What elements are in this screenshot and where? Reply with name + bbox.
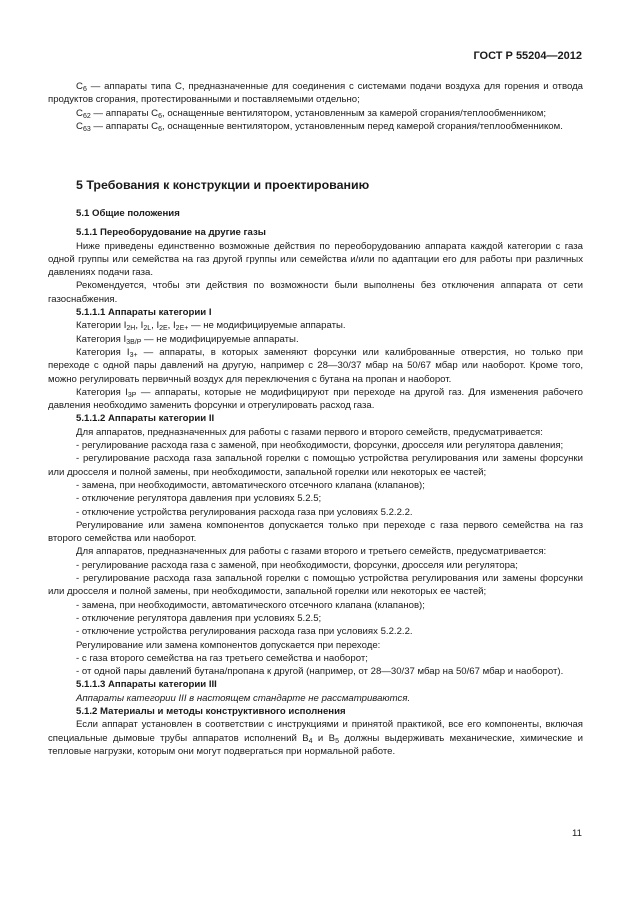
list-item: - от одной пары давлений бутана/пропана к другой (например, от 28—30/37 мбар на 50/67 мбар и наоборот). (76, 666, 564, 678)
list-item: - отключение устройства регулирования расхода газа при условиях 5.2.2.2. (76, 506, 413, 518)
list-item: - отключение устройства регулирования расхода газа при условиях 5.2.2.2. (76, 626, 413, 638)
paragraph: Регулирование или замена компонентов допускается только при переходе с газа первого семейства на газ второго семейства или наоборот. (48, 519, 583, 545)
intro-block (48, 80, 583, 133)
paragraph: Регулирование или замена компонентов допускается при переходе: (76, 639, 381, 651)
paragraph-c63: $C_{63}$ — аппараты $C_6$, оснащенные вентилятором, установленным перед камерой сгорания/теплообменником. (76, 120, 563, 133)
list-item: - отключение регулятора давления при условиях 5.2.5; (76, 612, 322, 624)
document-header: ГОСТ Р 55204—2012 (473, 50, 582, 62)
subsection-heading: 5.1.1.1 Аппараты категории I (76, 307, 212, 319)
paragraph-c6: $C_6$ — аппараты типа С, предназначенные для соединения с системами подачи воздуха для горения и отвода продуктов сгорания, протестированными и поставляемыми отдельно; (48, 81, 583, 106)
paragraph: Аппараты категории III в настоящем стандарте не рассматриваются. (76, 692, 411, 704)
paragraph: Ниже приведены единственно возможные действия по переоборудованию аппарата каждой категории с газа одной группы или семейства на газ другой группы или семейства и/или по адаптации его для работы при различных давлениях подачи газа. (48, 240, 583, 279)
paragraph: Категории $I_{2H}$, $I_{2L}$, $I_{2E}$, $I_{2E+}$ — не модифицируемые аппараты. (76, 320, 346, 333)
section-5-heading-block (76, 178, 583, 193)
list-item: - отключение регулятора давления при условиях 5.2.5; (76, 493, 322, 505)
list-item: - регулирование расхода газа с заменой, при необходимости, форсунки, дросселя или регулятора давления; (76, 440, 564, 452)
list-item: - замена, при необходимости, автоматического отсечного клапана (клапанов); (76, 599, 425, 611)
paragraph: Для аппаратов, предназначенных для работы с газами второго и третьего семейств, предусматривается: (76, 546, 547, 558)
subsection-heading: 5.1 Общие положения (76, 208, 180, 219)
list-item: - с газа второго семейства на газ третьего семейства и наоборот; (76, 652, 368, 664)
main-text (48, 207, 583, 758)
list-item: - регулирование расхода газа запальной горелки с помощью устройства регулирования или замены форсунки или дросселя и полной замены, при необходимости, запальной горелки или некоторых ее частей; (48, 453, 583, 478)
paragraph: Категория $I_{3B/P}$ — не модифицируемые аппараты. (76, 333, 299, 346)
page-number: 11 (572, 828, 582, 839)
subsection-heading: 5.1.2 Материалы и методы конструктивного исполнения (76, 705, 346, 717)
section-heading: 5 Требования к конструкции и проектированию (76, 178, 370, 192)
list-item: - регулирование расхода газа с заменой, при необходимости, форсунки, дросселя или регулятора; (76, 559, 518, 571)
paragraph: Категория $I_{3P}$ — аппараты, которые не модифицируют при переходе на другой газ. Для изменения рабочего давления необходимо заменить форсунки и отрегулировать расход газа. (48, 386, 584, 412)
paragraph: Рекомендуется, чтобы эти действия по возможности были выполнены без отключения аппарата от сети газоснабжения. (48, 280, 583, 305)
subsection-heading: 5.1.1.2 Аппараты категории II (76, 413, 215, 425)
paragraph: Если аппарат установлен в соответствии с инструкциями и принятой практикой, все его компоненты, включая специальные дымовые трубы аппаратов исполнений $B_4$ и $B_5$ должны выдерживать механические, химические и тепловые нагрузки, которым они могут подвергаться при нормальной работе. (48, 719, 583, 757)
paragraph-c62: $C_{62}$ — аппараты $C_6$, оснащенные вентилятором, установленным за камерой сгорания/теплообменником; (76, 107, 547, 120)
list-item: - регулирование расхода газа запальной горелки с помощью устройства регулирования или замены форсунки или дросселя и полной замены, при необходимости, запальной горелки или некоторых ее частей; (48, 573, 583, 598)
paragraph: Для аппаратов, предназначенных для работы с газами первого и второго семейств, предусматривается: (76, 426, 543, 438)
subsection-heading: 5.1.1 Переоборудование на другие газы (76, 227, 266, 239)
list-item: - замена, при необходимости, автоматического отсечного клапана (клапанов); (76, 479, 425, 491)
subsection-heading: 5.1.1.3 Аппараты категории III (76, 679, 217, 691)
paragraph: Категория $I_{3+}$ — аппараты, в которых заменяют форсунки или калиброванные отверстия, но только при переходе с одной пары давлений на другую, например с 28—30/37 мбар на 50/67 мбар или наоборот. Кроме того, можно регулировать первичный воздух для переключения с бутана на пропан и наоборот. (48, 346, 583, 385)
